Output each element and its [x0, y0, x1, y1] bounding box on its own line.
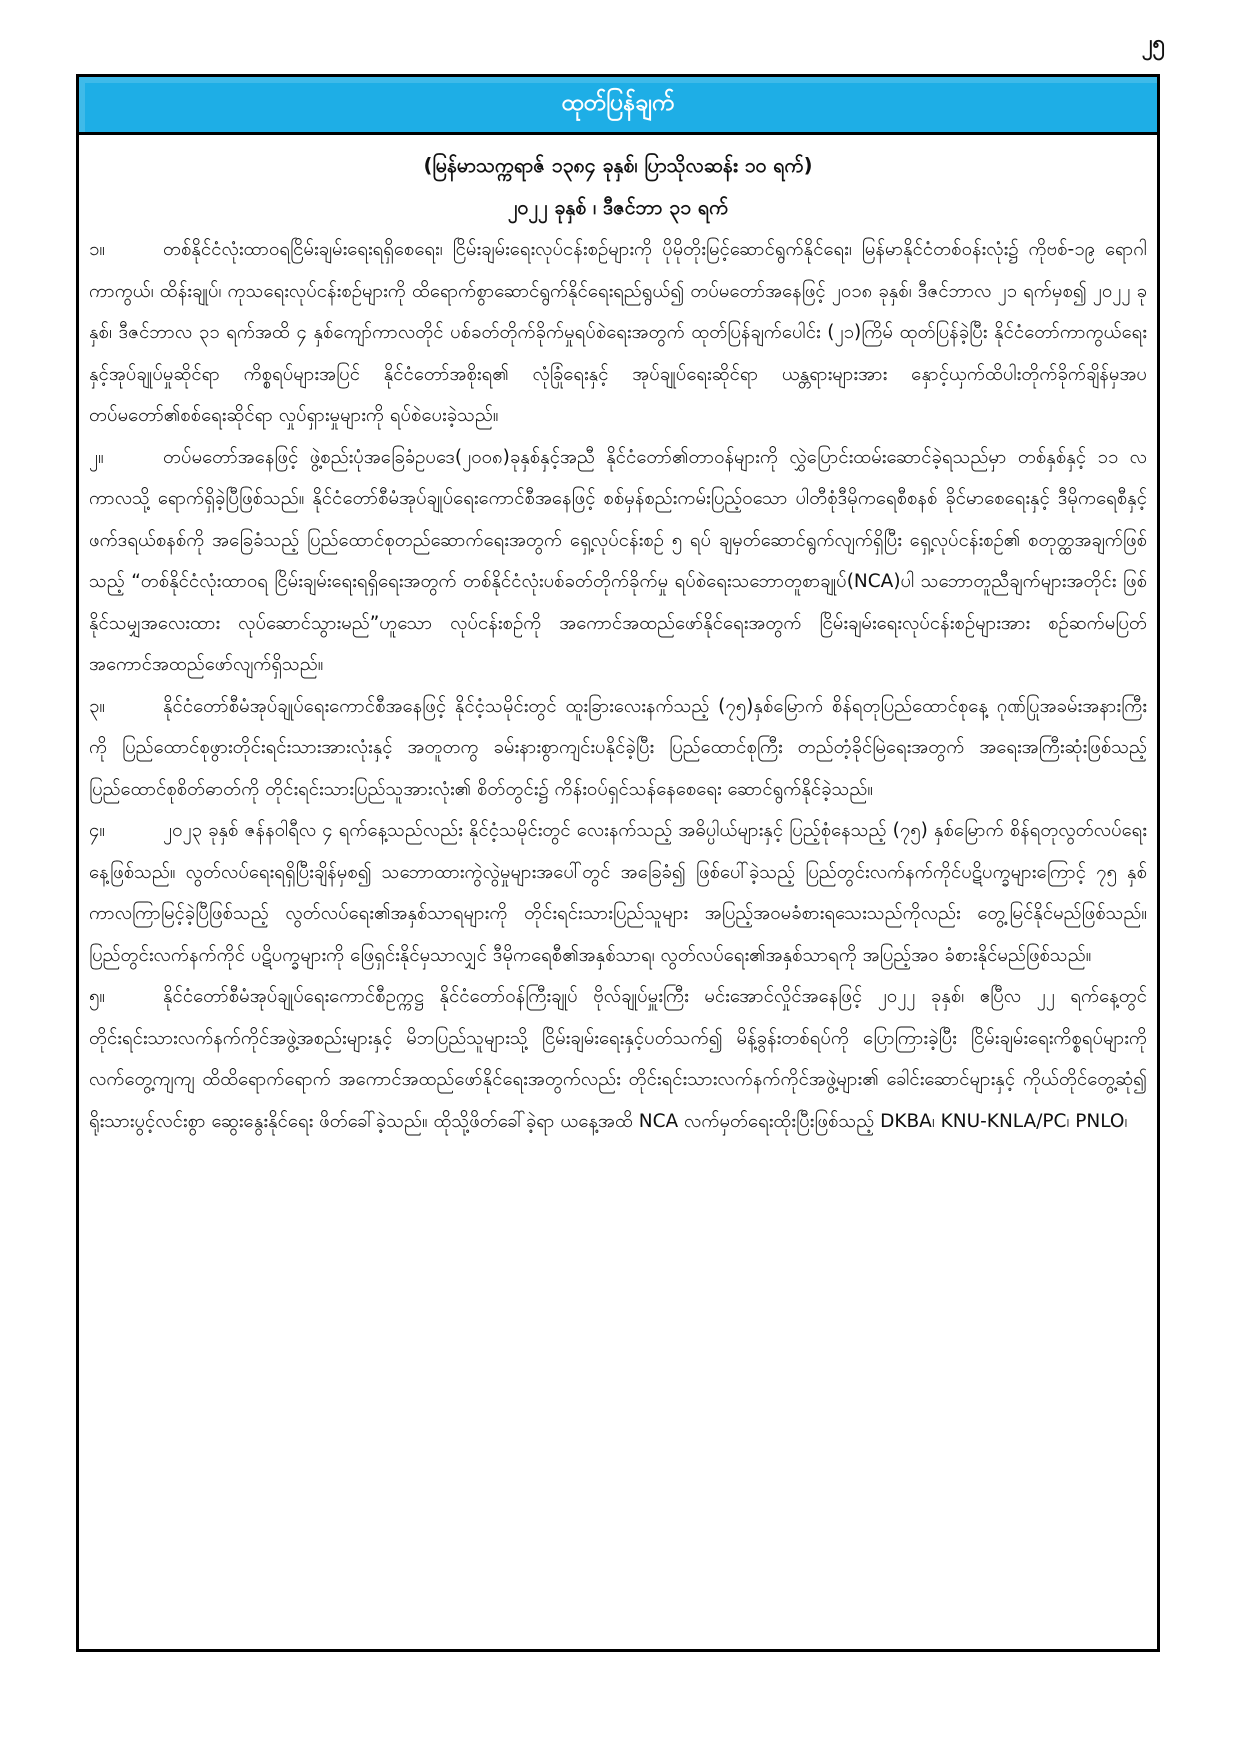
paragraph-2	[89, 437, 1147, 686]
paragraph-text: တစ်နိုင်ငံလုံးထာဝရငြိမ်းချမ်းရေးရရှိစေရေး၊ ငြိမ်းချမ်းရေးလုပ်ငန်းစဉ်များကို ပိုမိုတိုးမြင့်ဆောင်ရွက်နိုင်ရေး၊ မြန်မာနိုင်ငံတစ်ဝန်းလုံး၌ ကိုဗစ်-၁၉ ရောဂါ ကာကွယ်၊ ထိန်းချုပ်၊ ကုသရေးလုပ်ငန်းစဉ်များကို ထိရောက်စွာဆောင်ရွက်နိုင်ရေးရည်ရွယ်၍ တပ်မတော်အနေဖြင့် ၂၀၁၈ ခုနှစ်၊ ဒီဇင်ဘာလ ၂၁ ရက်မှစ၍ ၂၀၂၂ ခုနှစ်၊ ဒီဇင်ဘာလ ၃၁ ရက်အထိ ၄ နှစ်ကျော်ကာလတိုင် ပစ်ခတ်တိုက်ခိုက်မှုရပ်စဲရေးအတွက် ထုတ်ပြန်ချက်ပေါင်း (၂၁)ကြိမ် ထုတ်ပြန်ခဲ့ပြီး နိုင်ငံတော်ကာကွယ်ရေးနှင့်အုပ်ချုပ်မှုဆိုင်ရာ ကိစ္စရပ်များအပြင် နိုင်ငံတော်အစိုးရ၏ လုံခြုံရေးနှင့် အုပ်ချုပ်ရေးဆိုင်ရာ ယန္တရားများအား နှောင့်ယှက်ထိပါးတိုက်ခိုက်ချိန်မှအပ တပ်မတော်၏စစ်ရေးဆိုင်ရာ လှုပ်ရှားမှုများကို ရပ်စဲပေးခဲ့သည်။	[89, 239, 1147, 426]
paragraph-1	[89, 229, 1147, 437]
paragraph-text: နိုင်ငံတော်စီမံအုပ်ချုပ်ရေးကောင်စီဥက္ကဋ္ဌ နိုင်ငံတော်ဝန်ကြီးချုပ် ဗိုလ်ချုပ်မှူးကြီး မင်းအောင်လှိုင်အနေဖြင့် ၂၀၂၂ ခုနှစ်၊ ဧပြီလ ၂၂ ရက်နေ့တွင် တိုင်းရင်းသားလက်နက်ကိုင်အဖွဲ့အစည်းများနှင့် မိဘပြည်သူများသို့ ငြိမ်းချမ်းရေးနှင့်ပတ်သက်၍ မိန့်ခွန်းတစ်ရပ်ကို ပြောကြားခဲ့ပြီး ငြိမ်းချမ်းရေးကိစ္စရပ်များကို လက်တွေ့ကျကျ ထိထိရောက်ရောက် အကောင်အထည်ဖော်နိုင်ရေးအတွက်လည်း တိုင်းရင်းသားလက်နက်ကိုင်အဖွဲ့များ၏ ခေါင်းဆောင်များနှင့် ကိုယ်တိုင်တွေ့ဆုံ၍ ရိုးသားပွင့်လင်းစွာ ဆွေးနွေးနိုင်ရေး ဖိတ်ခေါ်ခဲ့သည်။ ထိုသို့ဖိတ်ခေါ်ခဲ့ရာ ယနေ့အထိ NCA လက်မှတ်ရေးထိုးပြီးဖြစ်သည့် DKBA၊ KNU-KNLA/PC၊ PNLO၊	[89, 986, 1147, 1132]
paragraph-5	[89, 976, 1147, 1142]
document-body	[79, 135, 1157, 1142]
title-banner	[79, 77, 1157, 135]
heading-gregorian-date: ၂၀၂၂ ခုနှစ် ၊ ဒီဇင်ဘာ ၃၁ ရက်	[507, 196, 729, 219]
paragraph-4	[89, 810, 1147, 976]
document-frame	[76, 74, 1160, 1652]
paragraph-text: ၂၀၂၃ ခုနှစ် ဇန်နဝါရီလ ၄ ရက်နေ့သည်လည်း နိုင်ငံ့သမိုင်းတွင် လေးနက်သည့် အဓိပ္ပါယ်များနှင့် ပြည့်စုံနေသည့် (၇၅) နှစ်မြောက် စိန်ရတုလွတ်လပ်ရေးနေ့ဖြစ်သည်။ လွတ်လပ်ရေးရရှိပြီးချိန်မှစ၍ သဘောထားကွဲလွဲမှုများအပေါ်တွင် အခြေခံ၍ ဖြစ်ပေါ်ခဲ့သည့် ပြည်တွင်းလက်နက်ကိုင်ပဋိပက္ခများကြောင့် ၇၅ နှစ်ကာလကြာမြင့်ခဲ့ပြီဖြစ်သည့် လွတ်လပ်ရေး၏အနှစ်သာရများကို တိုင်းရင်းသားပြည်သူများ အပြည့်အဝမခံစားရသေးသည်ကိုလည်း တွေ့မြင်နိုင်မည်ဖြစ်သည်။ ပြည်တွင်းလက်နက်ကိုင် ပဋိပက္ခများကို ဖြေရှင်းနိုင်မှသာလျှင် ဒီမိုကရေစီ၏အနှစ်သာရ၊ လွတ်လပ်ရေး၏အနှစ်သာရကို အပြည့်အဝ ခံစားနိုင်မည်ဖြစ်သည်။	[89, 820, 1147, 966]
paragraph-3	[89, 686, 1147, 811]
paragraph-number: ၅။	[89, 986, 106, 1007]
paragraph-text: နိုင်ငံတော်စီမံအုပ်ချုပ်ရေးကောင်စီအနေဖြင့် နိုင်ငံ့သမိုင်းတွင် ထူးခြားလေးနက်သည့် (၇၅)နှစ်မြောက် စိန်ရတုပြည်ထောင်စုနေ့ ဂုဏ်ပြုအခမ်းအနားကြီးကို ပြည်ထောင်စုဖွားတိုင်းရင်းသားအားလုံးနှင့် အတူတကွ ခမ်းနားစွာကျင်းပနိုင်ခဲ့ပြီး ပြည်ထောင်စုကြီး တည်တံ့ခိုင်မြဲရေးအတွက် အရေးအကြီးဆုံးဖြစ်သည့် ပြည်ထောင်စုစိတ်ဓာတ်ကို တိုင်းရင်းသားပြည်သူအားလုံး၏ စိတ်တွင်း၌ ကိန်းဝပ်ရှင်သန်နေစေရေး ဆောင်ရွက်နိုင်ခဲ့သည်။	[89, 695, 1147, 800]
paragraph-number: ၂။	[89, 446, 104, 468]
heading-myanmar-date: (မြန်မာသက္ကရာဇ် ၁၃၈၄ ခုနှစ်၊ ပြာသိုလဆန်း ၁၀ ရက်)	[423, 154, 813, 177]
page-number: ၂၅	[1141, 31, 1165, 56]
paragraph-number: ၃။	[89, 695, 106, 717]
paragraph-text: တပ်မတော်အနေဖြင့် ဖွဲ့စည်းပုံအခြေခံဥပဒေ(၂၀၀၈)ခုနှစ်နှင့်အညီ နိုင်ငံတော်၏တာဝန်များကို လွှဲပြောင်းထမ်းဆောင်ခဲ့ရသည်မှာ တစ်နှစ်နှင့် ၁၁ လကာလသို့ ရောက်ရှိခဲ့ပြီဖြစ်သည်။ နိုင်ငံတော်စီမံအုပ်ချုပ်ရေးကောင်စီအနေဖြင့် စစ်မှန်စည်းကမ်းပြည့်ဝသော ပါတီစုံဒီမိုကရေစီစနစ် ခိုင်မာစေရေးနှင့် ဒီမိုကရေစီနှင့်ဖက်ဒရယ်စနစ်ကို အခြေခံသည့် ပြည်ထောင်စုတည်ဆောက်ရေးအတွက် ရှေ့လုပ်ငန်းစဉ် ၅ ရပ် ချမှတ်ဆောင်ရွက်လျက်ရှိပြီး ရှေ့လုပ်ငန်းစဉ်၏ စတုတ္ထအချက်ဖြစ်သည့် “တစ်နိုင်ငံလုံးထာဝရ ငြိမ်းချမ်းရေးရရှိရေးအတွက် တစ်နိုင်ငံလုံးပစ်ခတ်တိုက်ခိုက်မှု ရပ်စဲရေးသဘောတူစာချုပ်(NCA)ပါ သဘောတူညီချက်များအတိုင်း ဖြစ်နိုင်သမျှအလေးထား လုပ်ဆောင်သွားမည်”ဟူသော လုပ်ငန်းစဉ်ကို အကောင်အထည်ဖော်နိုင်ရေးအတွက် ငြိမ်းချမ်းရေးလုပ်ငန်းစဉ်များအား စဉ်ဆက်မပြတ် အကောင်အထည်ဖော်လျက်ရှိသည်။	[89, 446, 1147, 675]
paragraph-number: ၄။	[89, 820, 106, 841]
paragraph-number: ၁။	[89, 239, 106, 260]
banner-title: ထုတ်ပြန်ချက်	[561, 89, 675, 116]
